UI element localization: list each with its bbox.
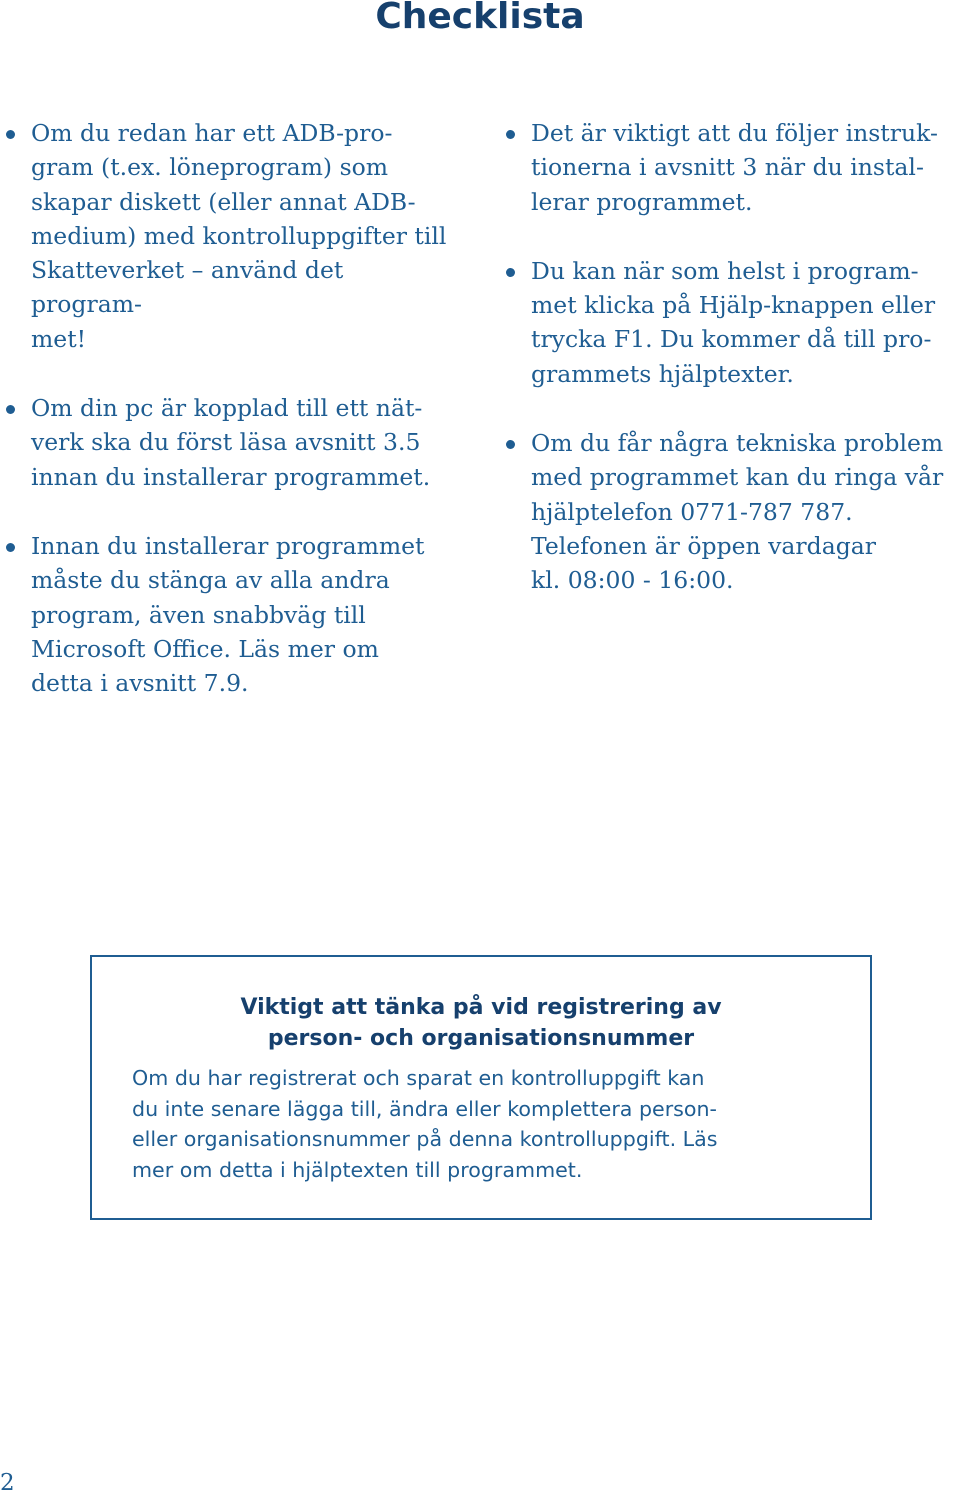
checklist-item-text: Om du får några tekniska problem med programmet kan du ringa vår hjälptelefon 0771-787 787. Telefonen är öppen vardagar kl. 08:00 - 16:00. [531,429,944,595]
checklist-item [0,529,455,700]
checklist-item-text: Om du redan har ett ADB-pro- gram (t.ex. löneprogram) som skapar diskett (eller annat ADB- medium) med kontrolluppgifter till Skatteverket – använd det program- met! [31,119,447,353]
checklist-item [500,426,960,597]
bullet-icon [506,268,515,277]
page-number: 2 [0,1470,15,1496]
checklist-item [500,116,960,219]
bullet-icon [506,130,515,139]
checklist-left-column [0,116,455,735]
checklist-right-column [500,116,960,633]
bullet-icon [6,130,15,139]
notice-heading: Viktigt att tänka på vid registrering av person- och organisationsnummer [240,995,722,1051]
checklist-item-text: Det är viktigt att du följer instruk- tionerna i avsnitt 3 när du instal- lerar programmet. [531,119,938,216]
checklist-item-text: Innan du installerar programmet måste du stänga av alla andra program, även snabbväg till Microsoft Office. Läs mer om detta i avsnitt 7.9. [31,531,425,698]
notice-box [90,955,872,1220]
checklist-item [500,254,960,391]
bullet-icon [6,405,15,414]
page-title: Checklista [375,0,585,37]
bullet-icon [506,440,515,449]
checklist-item-text: Du kan när som helst i program- met klicka på Hjälp-knappen eller trycka F1. Du kommer då till pro- grammets hjälptexter. [531,256,936,388]
checklist-item [0,391,455,494]
checklist-item-text: Om din pc är kopplad till ett nät- verk ska du först läsa avsnitt 3.5 innan du installerar programmet. [31,394,431,491]
bullet-icon [6,543,15,552]
notice-body: Om du har registrerat och sparat en kontrolluppgift kan du inte senare lägga till, ändra eller komplettera person- eller organisationsnummer på denna kontrolluppgift. Läs mer om detta i hjälptexten till programmet. [132,1066,718,1182]
checklist-item [0,116,455,356]
